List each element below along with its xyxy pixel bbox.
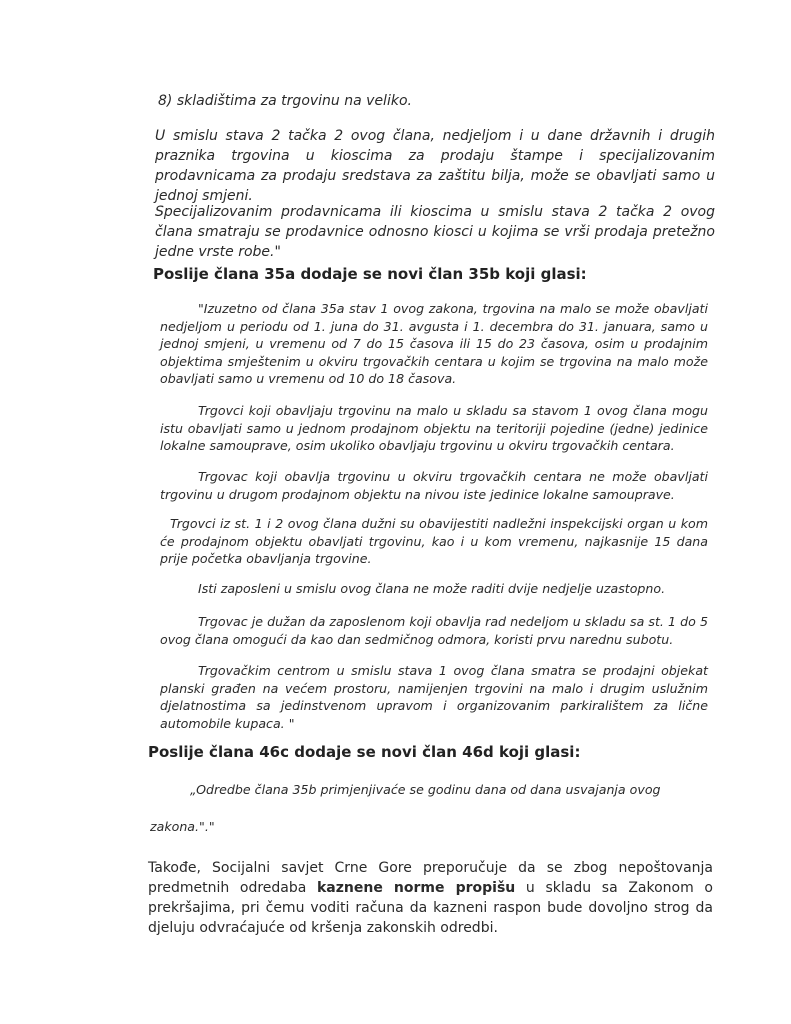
- closing-bold-text: kaznene norme propišu: [317, 880, 516, 896]
- paragraph-specijalizovanim: Specijalizovanim prodavnicama ili kioscima u smislu stava 2 tačka 2 ovog člana smatraju se prodavnice odnosno kiosci u kojima se vrši prodaja pretežno jedne vrste robe.": [155, 204, 715, 260]
- article-35b-para-1: "Izuzetno od člana 35a stav 1 ovog zakona, trgovina na malo se može obavljati nedjeljom u periodu od 1. juna do 31. avgusta i 1. decembra do 31. januara, samo u jednoj smjeni, u vremenu od 7 do 15 časova ili 15 do 23 časova, osim u prodajnim objektima smještenim u okviru trgovačkih centara u kojim se trgovina na malo može obavljati samo u vremenu od 10 do 18 časova.: [160, 301, 708, 386]
- article-35b-para-5: Isti zaposleni u smislu ovog člana ne može raditi dvije nedjelje uzastopno.: [198, 581, 666, 596]
- paragraph-u-smislu: U smislu stava 2 tačka 2 ovog člana, nedjeljom i u dane državnih i drugih praznika trgovina u kioscima za prodaju štampe i specijalizovanim prodavnicama za prodaju sredstava za zaštitu bilja, može se obavljati samo u jednoj smjeni.: [155, 128, 715, 204]
- closing-paragraph: [148, 858, 713, 938]
- article-35b-para-3: Trgovac koji obavlja trgovinu u okviru trgovačkih centara ne može obavljati trgovinu u drugom prodajnom objektu na nivou iste jedinice lokalne samouprave.: [160, 469, 708, 502]
- closing-text-2: u skladu sa Zakonom o prekršajima, pri čemu voditi računa da kazneni raspon bude dovoljno strog da djeluju odvraćajuće od kršenja zakonskih odredbi.: [148, 880, 713, 936]
- heading-article-35b: Poslije člana 35a dodaje se novi član 35b koji glasi:: [153, 265, 587, 283]
- closing-text-1: Takođe, Socijalni savjet Crne Gore preporučuje da se zbog nepoštovanja predmetnih odredaba: [148, 860, 713, 896]
- item-8: 8) skladištima za trgovinu na veliko.: [158, 93, 412, 109]
- article-35b-para-4: Trgovci iz st. 1 i 2 ovog člana dužni su obavijestiti nadležni inspekcijski organ u kom će prodajnom objektu obavljati trgovinu, kao i u kom vremenu, najkasnije 15 dana prije početka obavljanja trgovine.: [160, 516, 708, 566]
- heading-article-46d: Poslije člana 46c dodaje se novi član 46d koji glasi:: [148, 743, 581, 761]
- article-35b-para-6: Trgovac je dužan da zaposlenom koji obavlja rad nedeljom u skladu sa st. 1 do 5 ovog člana omogući da kao dan sedmičnog odmora, koristi prvu narednu subotu.: [160, 614, 708, 647]
- article-35b-para-2: Trgovci koji obavljaju trgovinu na malo u skladu sa stavom 1 ovog člana mogu istu obavljati samo u jednom prodajnom objektu na teritoriji pojedine (jedne) jedinice lokalne samouprave, osim ukoliko obavljaju trgovinu u okviru trgovačkih centara.: [160, 403, 708, 453]
- article-46d-line-1: „Odredbe člana 35b primjenjivaće se godinu dana od dana usvajanja ovog: [190, 782, 661, 797]
- article-46d-line-2: zakona.".": [150, 819, 215, 834]
- article-35b-para-7: Trgovačkim centrom u smislu stava 1 ovog člana smatra se prodajni objekat planski građen na većem prostoru, namijenjen trgovini na malo i drugim uslužnim djelatnostima sa jedinstvenom upravom i organizovanim parkiralištem za lične automobile kupaca. ": [160, 663, 708, 731]
